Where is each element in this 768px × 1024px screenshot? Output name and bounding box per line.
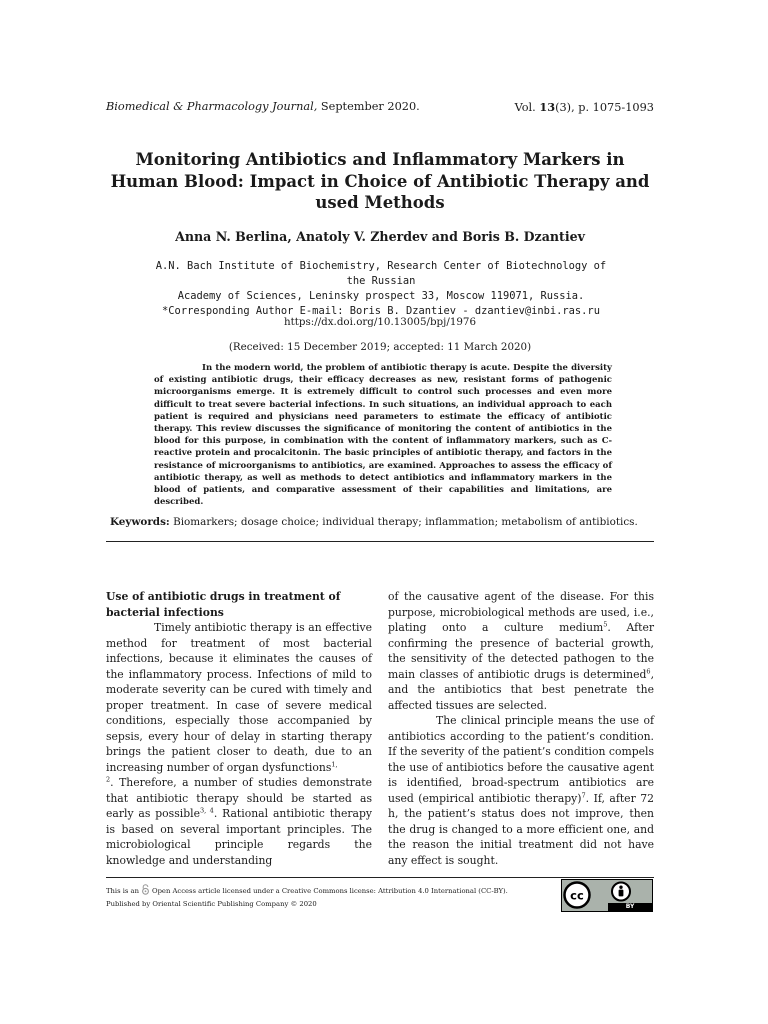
keywords-divider (106, 541, 654, 542)
author-list: Anna N. Berlina, Anatoly V. Zherdev and Boris B. Dzantiev (175, 229, 585, 244)
footer-divider (106, 877, 654, 878)
reference-link[interactable]: 5 (603, 620, 608, 629)
paragraph-text: , and the antibiotics that best penetrate the affected tissues are selected. (388, 667, 654, 712)
affiliation-line-2: Academy of Sciences, Leninsky prospect 33, Moscow 119071, Russia. (177, 290, 585, 302)
abstract-text: In the modern world, the problem of antibiotic therapy is acute. Despite the diversity of existing antibiotic drugs, their efficacy decreases as new, resistant forms of pathogenic microorganisms emerge. It is extremely difficult to control such processes and even more difficult to treat severe bacterial infections. In such situations, an individual approach to each patient is required and physicians need parameters to estimate the efficacy of antibiotic therapy. This review discusses the significance of monitoring the content of antibiotics in the blood for this purpose, in combination with the content of inflammatory markers, such as C-reactive protein and procalcitonin. The basic principles of antibiotic therapy, and factors in the resistance of microorganisms to antibiotics, are examined. Approaches to assess the efficacy of antibiotic therapy, as well as methods to detect antibiotics and inflammatory markers in the blood of patients, and comparative assessment of their capabilities and limitations, are described. (154, 363, 612, 508)
received-dates: (Received: 15 December 2019; accepted: 11 March 2020) (228, 341, 532, 353)
keywords-text: Biomarkers; dosage choice; individual therapy; inflammation; metabolism of antibiotics. (169, 516, 638, 528)
volume-pages (515, 99, 654, 116)
body-column-left (106, 589, 372, 868)
by-label: BY (608, 903, 652, 911)
paragraph-text: The clinical principle means the use of antibiotics according to the patient’s condition. If the severity of the patient’s condition compels the use of antibiotics before the causative agent is identified, broad-spectrum antibiotics are used (empirical antibiotic therapy) (388, 714, 654, 805)
reference-link[interactable]: 7 (581, 790, 586, 799)
abstract (154, 362, 612, 508)
section-heading: Use of antibiotic drugs in treatment of bacterial infections (106, 590, 341, 619)
volume-suffix: (3), p. 1075-1093 (555, 101, 654, 114)
reference-link[interactable]: 3, 4 (199, 806, 214, 815)
keywords (110, 515, 670, 530)
open-access-icon (141, 884, 150, 895)
reference-link[interactable]: 6 (646, 666, 651, 675)
license-footer (106, 884, 556, 911)
svg-text:cc: cc (570, 888, 584, 903)
license-line (106, 884, 556, 898)
paragraph-text: . After confirming the presence of bacterial growth, the sensitivity of the detected pathogen to the main classes of antibiotic drugs is determined (388, 621, 654, 681)
journal-citation (106, 99, 420, 115)
running-header (106, 99, 654, 115)
paragraph-text: . Rational antibiotic therapy is based on several important principles. The microbiological principle regards the knowledge and understanding (106, 807, 372, 867)
creative-commons-icon (565, 883, 590, 908)
body-paragraph (388, 589, 654, 713)
body-paragraph (106, 620, 372, 868)
paragraph-text: . Therefore, a number of studies demonstrate that antibiotic therapy should be started as early as possible (106, 776, 372, 820)
body-paragraph (388, 713, 654, 868)
attribution-icon (612, 883, 630, 901)
publisher-line: Published by Oriental Scientific Publishing Company © 2020 (106, 900, 317, 908)
doi-link[interactable]: https://dx.doi.org/10.13005/bpj/1976 (283, 316, 477, 328)
article-title: Monitoring Antibiotics and Inflammatory Markers in Human Blood: Impact in Choice of Antibiotic Therapy and used Methods (110, 150, 650, 212)
paragraph-text: of the causative agent of the disease. For this purpose, microbiological methods are used, i.e., plating onto a culture medium (388, 590, 654, 634)
journal-name: Biomedical & Pharmacology Journal, (106, 100, 318, 113)
license-text: Open Access article licensed under a Creative Commons license: Attribution 4.0 International (CC-BY). (152, 887, 508, 895)
license-prefix: This is an (106, 887, 139, 895)
issue-date: September 2020. (317, 100, 420, 113)
affiliation-line-1: A.N. Bach Institute of Biochemistry, Research Center of Biotechnology of the Russian (155, 260, 607, 287)
volume-prefix: Vol. (514, 101, 540, 114)
cc-by-license-badge[interactable] (561, 879, 653, 912)
affiliation (146, 259, 616, 319)
corresponding-author: *Corresponding Author E-mail: Boris B. Dzantiev - dzantiev@inbi.ras.ru (162, 305, 600, 317)
paragraph-text: Timely antibiotic therapy is an effective method for treatment of most bacterial infections, because it eliminates the causes of the inflammatory process. Infections of mild to moderate severity can be cured with timely and proper treatment. In case of severe medical conditions, especially those accompanied by sepsis, every hour of delay in starting therapy brings the patient closer to death, due to an increasing number of organ dysfunctions (106, 621, 372, 774)
keywords-label: Keywords: (110, 516, 170, 528)
volume-number: 13 (539, 100, 556, 114)
body-column-right (388, 589, 654, 868)
reference-link[interactable]: 2 (106, 775, 111, 784)
reference-link[interactable]: 1, (331, 759, 338, 768)
paragraph-text: . If, after 72 h, the patient’s status does not improve, then the drug is changed to a more efficient one, and the reason the initial treatment did not have any effect is sought. (388, 791, 654, 867)
